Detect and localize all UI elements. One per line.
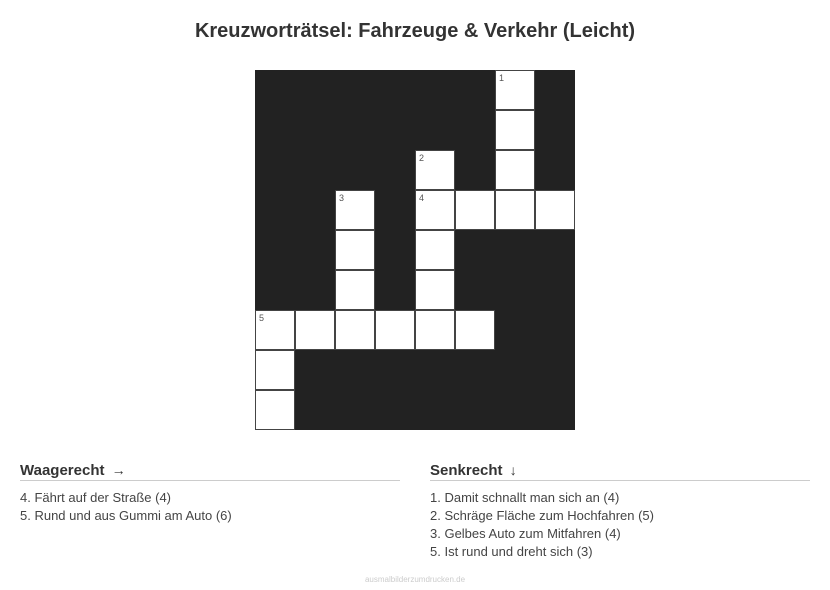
crossword-cell[interactable]	[335, 270, 375, 310]
crossword-cell[interactable]	[335, 190, 375, 230]
crossword-cell[interactable]	[335, 230, 375, 270]
down-heading	[430, 462, 810, 481]
down-clue: 1. Damit schnallt man sich an (4)	[430, 490, 620, 505]
down-clue: 2. Schräge Fläche zum Hochfahren (5)	[430, 508, 654, 523]
crossword-cell[interactable]	[495, 190, 535, 230]
arrow-down-icon: ↓	[509, 462, 517, 478]
crossword-grid	[255, 70, 575, 430]
down-clue: 3. Gelbes Auto zum Mitfahren (4)	[430, 526, 621, 541]
crossword-cell[interactable]	[415, 150, 455, 190]
crossword-cell[interactable]	[495, 70, 535, 110]
crossword-cell[interactable]	[415, 310, 455, 350]
across-clue: 5. Rund und aus Gummi am Auto (6)	[20, 508, 232, 523]
across-clue-list	[20, 489, 400, 525]
arrow-right-icon: →	[111, 462, 126, 478]
crossword-cell[interactable]	[255, 310, 295, 350]
down-clues	[430, 462, 810, 561]
footer-source: ausmalbilderzumdrucken.de	[364, 575, 466, 584]
crossword-cell[interactable]	[455, 310, 495, 350]
down-clue-list	[430, 489, 810, 561]
crossword-cell[interactable]	[335, 310, 375, 350]
crossword-cell[interactable]	[415, 190, 455, 230]
down-heading-label: Senkrecht	[430, 462, 503, 479]
crossword-cell[interactable]	[495, 150, 535, 190]
cell-number: 5	[259, 313, 265, 323]
across-heading-label: Waagerecht	[20, 462, 105, 479]
across-clue: 4. Fährt auf der Straße (4)	[20, 490, 172, 505]
across-heading	[20, 462, 400, 481]
crossword-cell[interactable]	[455, 190, 495, 230]
crossword-cell[interactable]	[495, 110, 535, 150]
crossword-cell[interactable]	[415, 270, 455, 310]
crossword-cell[interactable]	[375, 310, 415, 350]
cell-number: 3	[339, 193, 345, 203]
crossword-cell[interactable]	[255, 350, 295, 390]
cell-number: 4	[419, 193, 425, 203]
crossword-cell[interactable]	[255, 390, 295, 430]
across-clues	[20, 462, 400, 525]
crossword-cell[interactable]	[415, 230, 455, 270]
cell-number: 1	[499, 73, 505, 83]
cell-number: 2	[419, 153, 425, 163]
crossword-cell[interactable]	[295, 310, 335, 350]
page-title: Kreuzworträtsel: Fahrzeuge & Verkehr (Leicht)	[194, 20, 636, 42]
down-clue: 5. Ist rund und dreht sich (3)	[430, 544, 593, 559]
crossword-cell[interactable]	[535, 190, 575, 230]
